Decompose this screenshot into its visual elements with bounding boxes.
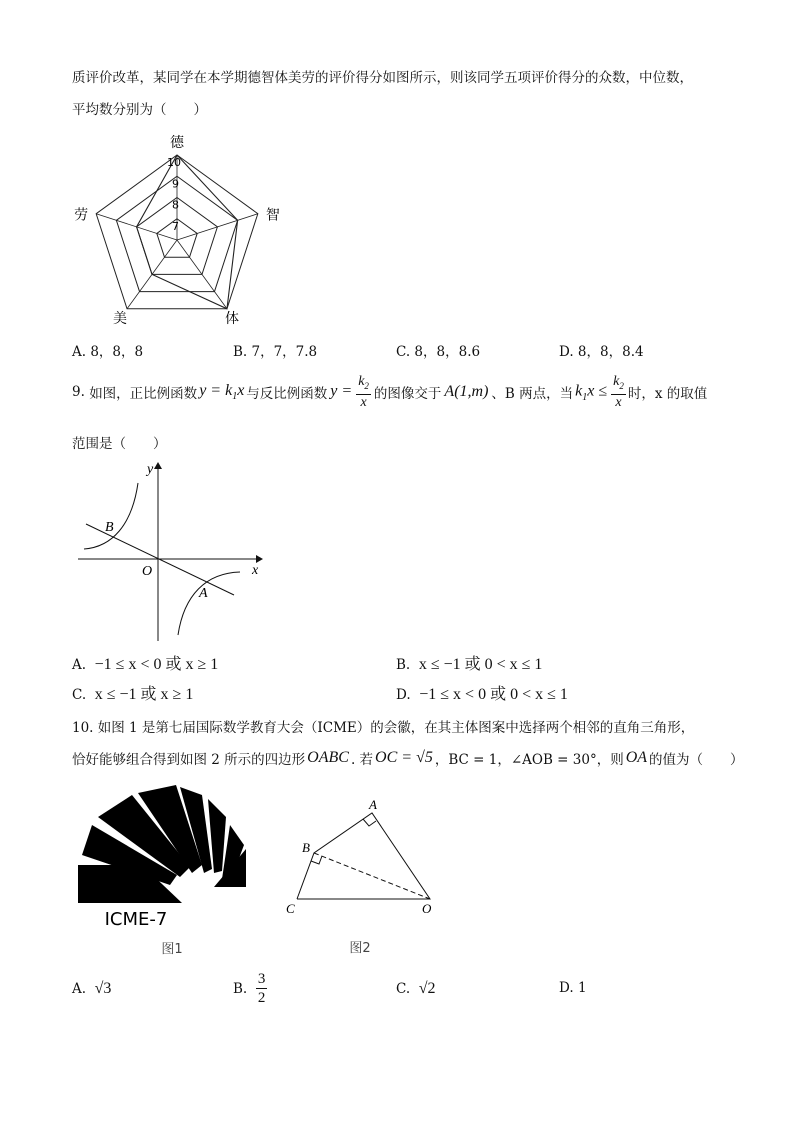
q9-point-a: A(1,m) [444, 382, 489, 400]
origin-label: O [142, 564, 153, 579]
figure-1-label: 图1 [161, 942, 183, 955]
q8-option-a: A. 8，8，8 [72, 344, 144, 360]
radar-axis-label: 德 [170, 135, 184, 151]
right-angle-a [363, 819, 376, 826]
icme-caption: ICME-7 [104, 909, 168, 930]
fig2-point-b: B [302, 840, 310, 855]
radar-tick-label: 7 [172, 219, 179, 233]
hyperbola-branch-b [84, 483, 138, 549]
q8-option-c: C. 8，8，8.6 [396, 344, 481, 360]
quadrilateral-figure [282, 795, 442, 955]
q10-oc-value: OC = √5 [375, 749, 433, 766]
radar-axis-label: 劳 [74, 207, 89, 224]
q10-text-line1: 10. 如图 1 是第七届国际数学教育大会（ICME）的会徽，在其主体图案中选择两个相邻的直角三角形， [72, 720, 695, 736]
q10-oa: OA [625, 749, 648, 766]
q9-text-line2: 范围是（ ） [72, 436, 167, 452]
fig2-point-o: O [422, 901, 432, 916]
q9-inverse-func: y = $\frac{k_2}{x}$ [330, 374, 369, 410]
q9-text-part2: 与反比例函数 [246, 385, 328, 402]
q9-option-a: A. −1 ≤ x < 0 或 x ≥ 1 [72, 656, 219, 673]
fig2-point-c: C [286, 901, 295, 916]
point-a-label: A [199, 586, 208, 601]
radar-axis-label: 体 [224, 310, 239, 327]
q8-option-d: D. 8，8，8.4 [559, 344, 644, 360]
radar-tick-label: 8 [172, 198, 179, 212]
q9-function-graph [72, 455, 272, 645]
radar-spoke [177, 214, 258, 240]
q9-text-part5: 时，x 的取值 [627, 385, 708, 402]
icme-logo-figure [72, 785, 252, 955]
radar-axis-label: 美 [113, 310, 128, 327]
q9-inequality: $k_1x$ ≤ $\frac{k_2}{x}$ [575, 374, 624, 410]
q9-option-b: B. x ≤ −1 或 0 < x ≤ 1 [396, 656, 543, 673]
q10-option-a: A. √3 [72, 980, 112, 997]
q9-number: 9. [72, 383, 85, 400]
q8-text-line2: 平均数分别为（ ） [72, 102, 207, 118]
radar-tick-label: 9 [172, 177, 179, 191]
radar-chart [72, 130, 282, 330]
q9-option-c: C. x ≤ −1 或 x ≥ 1 [72, 686, 194, 703]
radar-tick-label: 10 [167, 156, 181, 169]
radar-axis-label: 智 [265, 207, 280, 224]
fig2-point-a: A [369, 797, 377, 812]
figure-2-label: 图2 [349, 941, 371, 955]
q9-linear-func: $y = k_1x$ [199, 381, 245, 402]
q9-option-d: D. −1 ≤ x < 0 或 0 < x ≤ 1 [396, 686, 568, 703]
hyperbola-branch-a [178, 572, 240, 635]
q10-option-d: D. 1 [559, 980, 587, 996]
y-axis-label: y [147, 462, 154, 477]
diagonal-ob [314, 853, 430, 899]
q10-text-line2: 恰好能够组合得到如图 2 所示的四边形 OABC . 若 OC = √5 ，BC = 1，∠AOB = 30°，则 OA 的值为（ ） [72, 749, 744, 768]
q9-text-part3: 的图像交于 [373, 385, 442, 402]
x-axis-label: x [252, 563, 259, 578]
q8-text-line1: 质评价改革，某同学在本学期德智体美劳的评价得分如图所示，则该同学五项评价得分的众数，中位数， [72, 70, 693, 86]
point-b-label: B [105, 520, 114, 535]
q9-text-part4: 、B 两点，当 [491, 385, 574, 402]
q10-option-b: B. $\frac{3}{2}$ [233, 971, 266, 1006]
q9-text-part1: 如图，正比例函数 [89, 385, 198, 402]
quad-outline [297, 813, 430, 899]
q10-option-c: C. √2 [396, 980, 436, 997]
icme-logo-triangles [78, 785, 246, 903]
q9-text-line1 [72, 374, 707, 410]
q8-option-b: B. 7，7，7.8 [233, 344, 318, 360]
q10-quad-name: OABC [307, 749, 349, 766]
